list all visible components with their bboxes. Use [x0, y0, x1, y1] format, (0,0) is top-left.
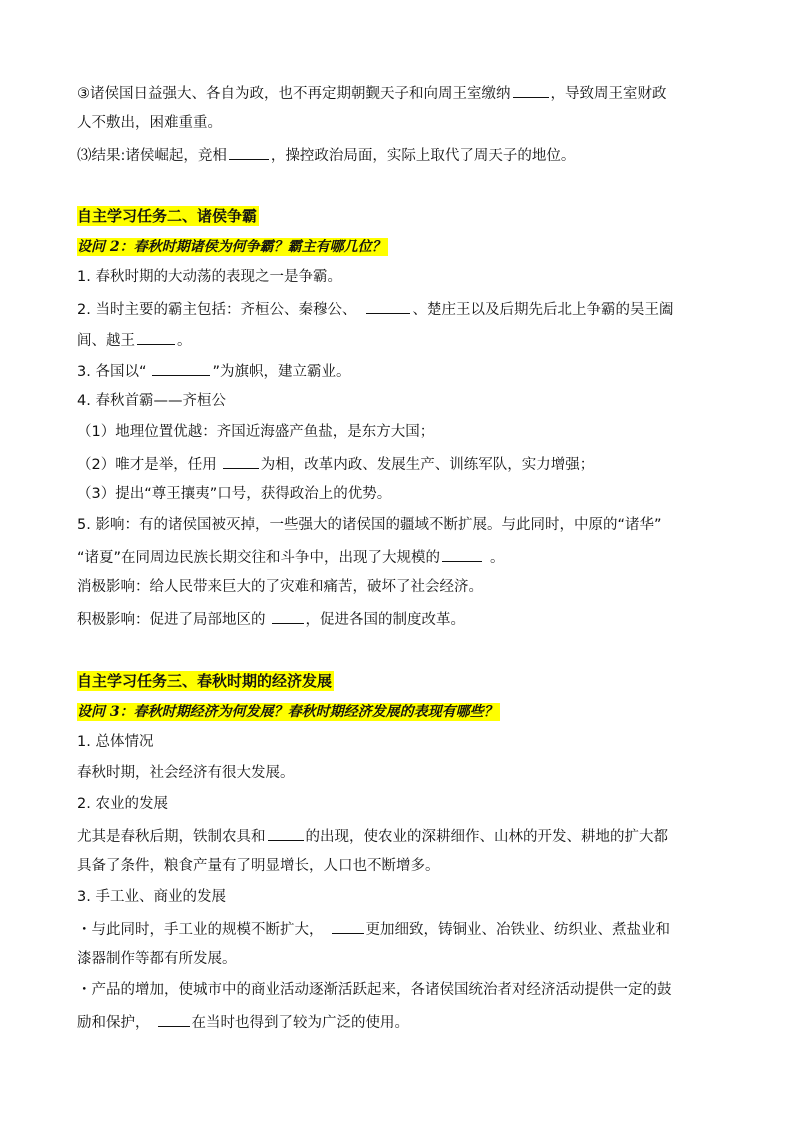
fill-blank[interactable]: [366, 298, 410, 314]
fill-blank[interactable]: [158, 1011, 190, 1027]
section-heading-task2: [77, 206, 259, 226]
item-craft-commerce: 3. 手工业、商业的发展: [77, 889, 226, 905]
question-2: [77, 237, 388, 257]
text: 、楚庄王以及后期先后北上争霸的吴王阖: [412, 302, 674, 318]
item-4-2: [77, 453, 594, 475]
fill-blank[interactable]: [152, 360, 210, 376]
text: （2）唯才是举，任用: [77, 457, 217, 473]
text: 为相，改革内政、发展生产、训练军队，实力增强；: [260, 457, 595, 473]
fill-blank[interactable]: [272, 608, 304, 624]
item-5: 5. 影响：有的诸侯国被灭掉，一些强大的诸侯国的疆域不断扩展。与此同时，中原的“诸华”: [77, 517, 662, 533]
paragraph-result: [77, 144, 575, 166]
text: 尤其是春秋后期，铁制农具和: [77, 829, 266, 845]
overall-text: 春秋时期，社会经济有很大发展。: [77, 765, 295, 781]
item-4: 4. 春秋首霸——齐桓公: [77, 393, 226, 409]
text: 。: [490, 550, 505, 566]
commerce-text: ・产品的增加，使城市中的商业活动逐渐活跃起来，各诸侯国统治者对经济活动提供一定的鼓: [77, 982, 672, 998]
fill-blank[interactable]: [268, 825, 304, 841]
text: 3. 各国以“: [77, 364, 147, 380]
text: ・与此同时，手工业的规模不断扩大，: [77, 922, 324, 938]
text: ③诸侯国日益强大、各自为政，也不再定期朝觐天子和向周王室缴纳: [77, 86, 511, 102]
text: 励和保护，: [77, 1015, 150, 1031]
fill-blank[interactable]: [223, 453, 259, 469]
item-2-cont: [77, 329, 192, 351]
question-text: 设问 3：春秋时期经济为何发展？春秋时期经济发展的表现有哪些？: [77, 704, 498, 720]
fill-blank[interactable]: [229, 144, 269, 160]
commerce-text-cont: [77, 1011, 409, 1033]
item-overall: 1. 总体情况: [77, 734, 154, 750]
item-1: 1. 春秋时期的大动荡的表现之一是争霸。: [77, 269, 342, 285]
text: ，操控政治局面，实际上取代了周天子的地位。: [270, 148, 576, 164]
negative-impact: 消极影响：给人民带来巨大的了灾难和痛苦，破坏了社会经济。: [77, 579, 483, 595]
item-agriculture: 2. 农业的发展: [77, 796, 168, 812]
question-3: [77, 702, 500, 722]
heading-text: 自主学习任务三、春秋时期的经济发展: [77, 672, 333, 690]
item-4-1: （1）地理位置优越：齐国近海盛产鱼盐，是东方大国；: [77, 424, 435, 440]
fill-blank[interactable]: [137, 329, 175, 345]
item-5-cont: [77, 546, 505, 568]
item-2: [77, 298, 673, 320]
paragraph-tribute: [77, 82, 667, 104]
text: ，促进各国的制度改革。: [305, 612, 465, 628]
craft-text: [77, 918, 670, 940]
text: 2. 当时主要的霸主包括：齐桓公、秦穆公、: [77, 302, 357, 318]
text: 更加细致，铸铜业、冶铁业、纺织业、煮盐业和: [365, 922, 670, 938]
item-4-3: （3）提出“尊王攘夷”口号，获得政治上的优势。: [77, 486, 392, 502]
text: 。: [177, 333, 192, 349]
fill-blank[interactable]: [442, 546, 482, 562]
fill-blank[interactable]: [332, 918, 364, 934]
text: ⑶结果:诸侯崛起，竞相: [77, 148, 227, 164]
heading-text: 自主学习任务二、诸侯争霸: [77, 207, 258, 225]
paragraph-tribute-cont: 人不敷出，困难重重。: [77, 115, 222, 131]
positive-impact: [77, 608, 465, 630]
text: ，导致周王室财政: [550, 86, 667, 102]
text: 在当时也得到了较为广泛的使用。: [191, 1015, 409, 1031]
text: 的出现，使农业的深耕细作、山林的开发、耕地的扩大都: [305, 829, 668, 845]
agriculture-text-cont: 具备了条件，粮食产量有了明显增长，人口也不断增多。: [77, 858, 440, 874]
text: 闾、越王: [77, 333, 135, 349]
item-3: [77, 360, 350, 382]
question-text: 设问 2：春秋时期诸侯为何争霸？霸主有哪几位？: [77, 239, 386, 255]
craft-text-cont: 漆器制作等都有所发展。: [77, 951, 237, 967]
text: “诸夏”在同周边民族长期交往和斗争中，出现了大规模的: [77, 550, 441, 566]
fill-blank[interactable]: [513, 82, 549, 98]
text: ”为旗帜，建立霸业。: [212, 364, 351, 380]
section-heading-task3: [77, 671, 334, 691]
text: 积极影响：促进了局部地区的: [77, 612, 266, 628]
agriculture-text: [77, 825, 668, 847]
